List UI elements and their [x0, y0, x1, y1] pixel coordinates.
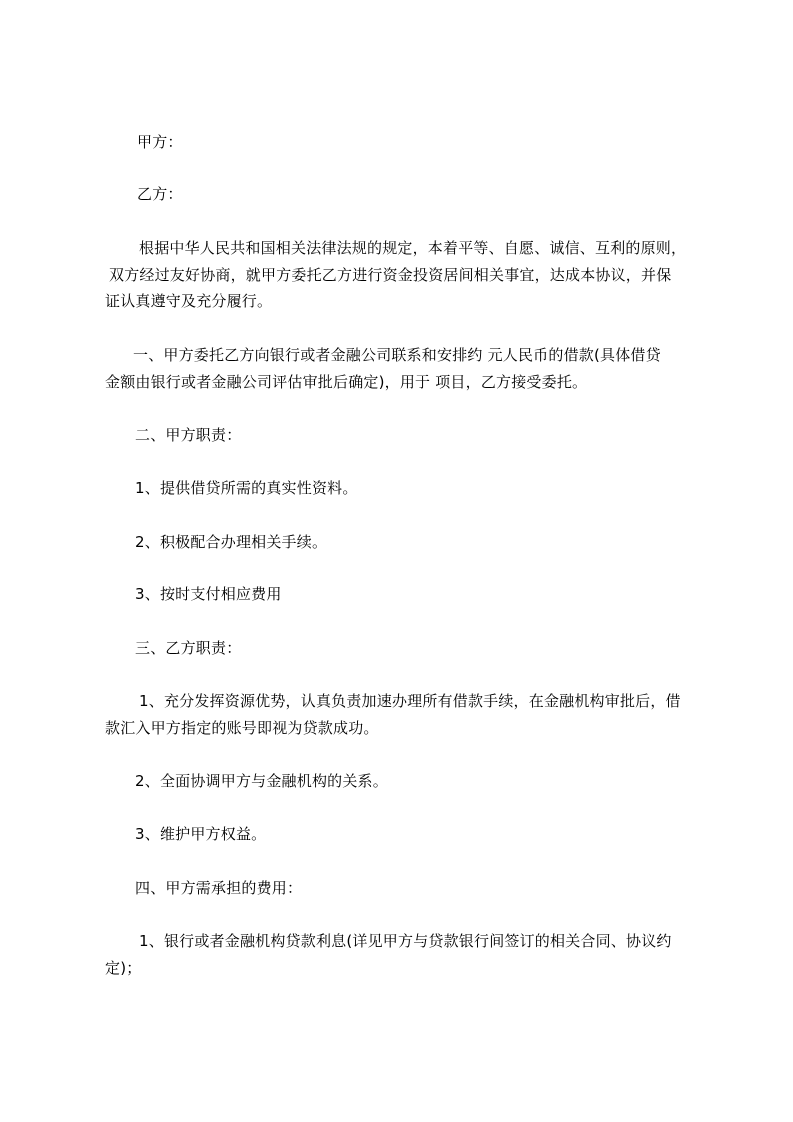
- section3-item-3: 3、维护甲方权益。: [135, 825, 267, 843]
- section2-heading: 二、甲方职责：: [135, 426, 242, 444]
- party-b-label: 乙方：: [137, 185, 183, 203]
- section4-item1-line-1: 1、银行或者金融机构贷款利息(详见甲方与贷款银行间签订的相关合同、协议约: [139, 932, 672, 950]
- intro-line-3: 证认真遵守及充分履行。: [105, 292, 273, 310]
- section3-item1-line-2: 款汇入甲方指定的账号即视为贷款成功。: [105, 719, 379, 737]
- intro-line-2: 双方经过友好协商，就甲方委托乙方进行资金投资居间相关事宜，达成本协议，并保: [109, 266, 672, 284]
- section1-line-1: 一、甲方委托乙方向银行或者金融公司联系和安排约 元人民币的借款(具体借贷: [133, 346, 661, 364]
- party-a-label: 甲方：: [137, 133, 183, 151]
- section1-line-2: 金额由银行或者金融公司评估审批后确定)，用于 项目，乙方接受委托。: [105, 373, 588, 391]
- intro-line-1: 根据中华人民共和国相关法律法规的规定，本着平等、自愿、诚信、互利的原则，: [139, 239, 687, 257]
- section2-item-3: 3、按时支付相应费用: [135, 585, 282, 603]
- section3-item-2: 2、全面协调甲方与金融机构的关系。: [135, 772, 388, 790]
- section4-heading: 四、甲方需承担的费用：: [135, 879, 303, 897]
- section3-heading: 三、乙方职责：: [135, 639, 242, 657]
- section4-item1-line-2: 定)；: [105, 959, 142, 977]
- section2-item-2: 2、积极配合办理相关手续。: [135, 533, 328, 551]
- section2-item-1: 1、提供借贷所需的真实性资料。: [135, 479, 358, 497]
- section3-item1-line-1: 1、充分发挥资源优势，认真负责加速办理所有借款手续，在金融机构审批后，借: [139, 692, 681, 710]
